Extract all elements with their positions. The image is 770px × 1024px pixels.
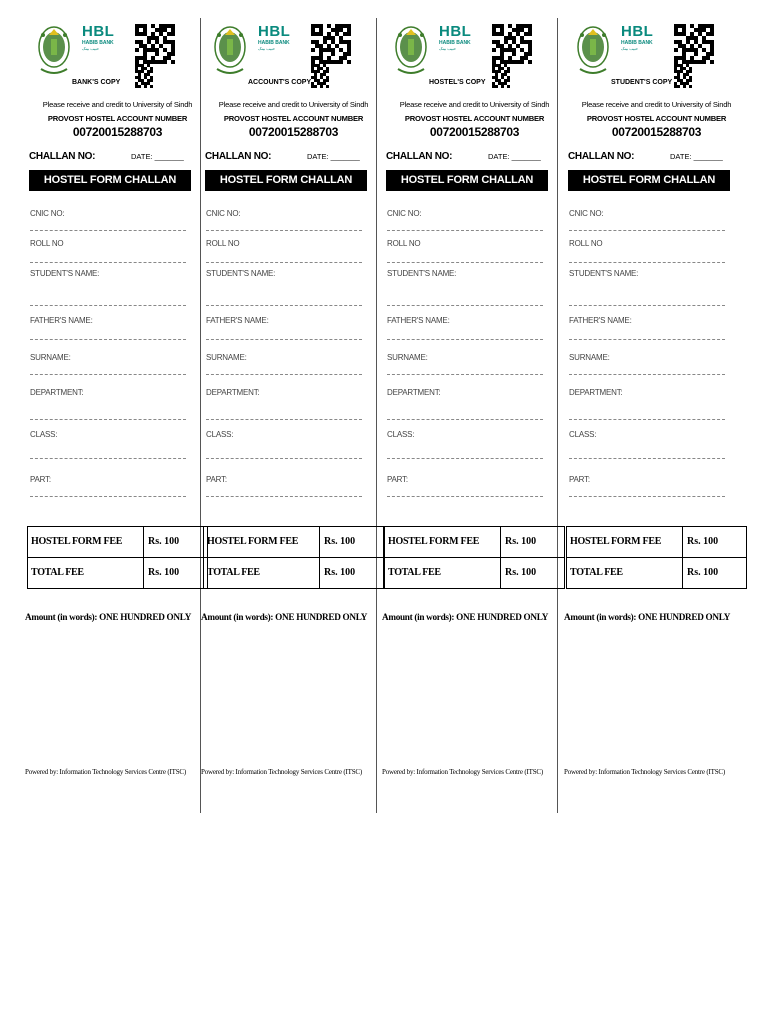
powered-by-footer: Powered by: Information Technology Services Centre (ITSC): [564, 768, 725, 776]
class-field[interactable]: [206, 458, 362, 459]
hbl-urdu-tagline: حبیب بینک: [621, 46, 639, 51]
department-field[interactable]: [206, 419, 362, 420]
part-field[interactable]: [30, 496, 186, 497]
fee-row-total: [204, 558, 383, 588]
qr-code-lower-icon: [674, 64, 692, 88]
roll-number-field[interactable]: [30, 262, 186, 263]
fee-table: [566, 526, 747, 589]
fee-row-total: [385, 558, 564, 588]
roll-number-field[interactable]: [387, 262, 543, 263]
surname-field[interactable]: [387, 374, 543, 375]
challan-header: [27, 18, 208, 90]
surname-label: SURNAME:: [206, 353, 247, 362]
date-label: DATE: _______: [488, 152, 541, 161]
class-label: CLASS:: [206, 430, 234, 439]
fee-table: [384, 526, 565, 589]
student-name-field[interactable]: [206, 305, 362, 306]
hbl-logo-text: HBL: [258, 23, 291, 40]
fee-row-total: [28, 558, 207, 588]
powered-by-footer: Powered by: Information Technology Services Centre (ITSC): [382, 768, 543, 776]
student-name-field[interactable]: [30, 305, 186, 306]
part-field[interactable]: [569, 496, 725, 497]
account-number: 00720015288703: [429, 125, 520, 139]
amount-in-words: Amount (in words): ONE HUNDRED ONLY: [564, 612, 731, 622]
roll-number-field[interactable]: [206, 262, 362, 263]
total-fee-value-cell: [143, 558, 208, 588]
roll-number-label: ROLL NO: [206, 239, 240, 248]
challan-number-label: CHALLAN NO:: [29, 151, 96, 162]
fee-value: Rs. 100: [505, 536, 537, 547]
credit-instruction: Please receive and credit to University of Sindh: [581, 100, 732, 109]
account-label: PROVOST HOSTEL ACCOUNT NUMBER: [586, 114, 727, 123]
cnic-label: CNIC NO:: [206, 209, 241, 218]
form-title: HOSTEL FORM CHALLAN: [568, 170, 730, 191]
part-label: PART:: [569, 475, 590, 484]
total-fee-value: Rs. 100: [687, 567, 719, 578]
fee-row-hostel-form: [567, 527, 746, 558]
date-label: DATE: _______: [307, 152, 360, 161]
university-seal-icon: [576, 21, 610, 81]
student-name-field[interactable]: [569, 305, 725, 306]
father-name-field[interactable]: [30, 339, 186, 340]
challan-copy-1: [27, 18, 208, 813]
qr-code-lower-icon: [311, 64, 329, 88]
fee-value: Rs. 100: [687, 536, 719, 547]
department-field[interactable]: [387, 419, 543, 420]
department-label: DEPARTMENT:: [206, 388, 260, 397]
total-fee-value-cell: [682, 558, 747, 588]
total-fee-value-cell: [500, 558, 565, 588]
department-field[interactable]: [569, 419, 725, 420]
total-fee-value-cell: [319, 558, 384, 588]
total-fee-value: Rs. 100: [505, 567, 537, 578]
surname-field[interactable]: [569, 374, 725, 375]
account-label: PROVOST HOSTEL ACCOUNT NUMBER: [223, 114, 364, 123]
account-label: PROVOST HOSTEL ACCOUNT NUMBER: [47, 114, 188, 123]
credit-instruction: Please receive and credit to University of Sindh: [42, 100, 193, 109]
class-field[interactable]: [30, 458, 186, 459]
cnic-label: CNIC NO:: [387, 209, 422, 218]
cnic-field[interactable]: [206, 230, 362, 231]
account-label: PROVOST HOSTEL ACCOUNT NUMBER: [404, 114, 545, 123]
cnic-label: CNIC NO:: [30, 209, 65, 218]
amount-in-words: Amount (in words): ONE HUNDRED ONLY: [382, 612, 549, 622]
part-label: PART:: [30, 475, 51, 484]
fee-row-hostel-form: [28, 527, 207, 558]
total-fee-value: Rs. 100: [324, 567, 356, 578]
amount-in-words: Amount (in words): ONE HUNDRED ONLY: [201, 612, 368, 622]
hbl-logo: [82, 24, 142, 52]
class-field[interactable]: [387, 458, 543, 459]
class-label: CLASS:: [387, 430, 415, 439]
account-number: 00720015288703: [72, 125, 163, 139]
challan-copy-3: [384, 18, 565, 813]
fee-value: Rs. 100: [324, 536, 356, 547]
part-field[interactable]: [387, 496, 543, 497]
roll-number-label: ROLL NO: [569, 239, 603, 248]
hbl-logo: [258, 24, 318, 52]
challan-header: [566, 18, 747, 90]
class-label: CLASS:: [569, 430, 597, 439]
surname-label: SURNAME:: [387, 353, 428, 362]
challan-number-label: CHALLAN NO:: [205, 151, 272, 162]
fee-label: HOSTEL FORM FEE: [207, 536, 299, 547]
copy-label: HOSTEL'S COPY: [429, 79, 486, 86]
fee-value-cell: [682, 527, 747, 557]
fee-table: [27, 526, 208, 589]
father-name-label: FATHER'S NAME:: [206, 316, 269, 325]
hbl-logo-text: HBL: [82, 23, 115, 40]
hbl-bank-name: HABIB BANK: [439, 40, 471, 46]
amount-in-words: Amount (in words): ONE HUNDRED ONLY: [25, 612, 192, 622]
copy-label: STUDENT'S COPY: [611, 79, 673, 86]
hbl-logo-text: HBL: [439, 23, 472, 40]
fee-value: Rs. 100: [148, 536, 180, 547]
total-fee-label: TOTAL FEE: [570, 567, 623, 578]
cnic-field[interactable]: [30, 230, 186, 231]
hbl-logo-text: HBL: [621, 23, 654, 40]
roll-number-field[interactable]: [569, 262, 725, 263]
total-fee-label: TOTAL FEE: [207, 567, 260, 578]
fee-table: [203, 526, 384, 589]
part-field[interactable]: [206, 496, 362, 497]
fee-row-total: [567, 558, 746, 588]
cnic-field[interactable]: [569, 230, 725, 231]
student-name-label: STUDENT'S NAME:: [30, 269, 100, 278]
university-seal-icon: [394, 21, 428, 81]
department-label: DEPARTMENT:: [30, 388, 84, 397]
roll-number-label: ROLL NO: [387, 239, 421, 248]
part-label: PART:: [206, 475, 227, 484]
student-name-field[interactable]: [387, 305, 543, 306]
student-name-label: STUDENT'S NAME:: [569, 269, 639, 278]
date-label: DATE: _______: [131, 152, 184, 161]
qr-code-icon: [135, 24, 175, 64]
credit-instruction: Please receive and credit to University of Sindh: [399, 100, 550, 109]
father-name-field[interactable]: [387, 339, 543, 340]
roll-number-label: ROLL NO: [30, 239, 64, 248]
total-fee-label: TOTAL FEE: [31, 567, 84, 578]
cnic-field[interactable]: [387, 230, 543, 231]
qr-code-icon: [311, 24, 351, 64]
surname-field[interactable]: [30, 374, 186, 375]
department-label: DEPARTMENT:: [569, 388, 623, 397]
powered-by-footer: Powered by: Information Technology Services Centre (ITSC): [201, 768, 362, 776]
hbl-logo: [621, 24, 681, 52]
hbl-urdu-tagline: حبیب بینک: [439, 46, 457, 51]
form-title: HOSTEL FORM CHALLAN: [29, 170, 191, 191]
fee-row-hostel-form: [385, 527, 564, 558]
fee-label: HOSTEL FORM FEE: [31, 536, 123, 547]
class-field[interactable]: [569, 458, 725, 459]
total-fee-label: TOTAL FEE: [388, 567, 441, 578]
part-label: PART:: [387, 475, 408, 484]
fee-label: HOSTEL FORM FEE: [570, 536, 662, 547]
account-number: 00720015288703: [248, 125, 339, 139]
challan-copy-2: [203, 18, 384, 813]
qr-code-lower-icon: [135, 64, 153, 88]
university-seal-icon: [37, 21, 71, 81]
qr-code-lower-icon: [492, 64, 510, 88]
date-label: DATE: _______: [670, 152, 723, 161]
fee-value-cell: [143, 527, 208, 557]
surname-label: SURNAME:: [30, 353, 71, 362]
fee-label: HOSTEL FORM FEE: [388, 536, 480, 547]
student-name-label: STUDENT'S NAME:: [387, 269, 457, 278]
challan-copy-4: [566, 18, 747, 813]
total-fee-value: Rs. 100: [148, 567, 180, 578]
fee-value-cell: [319, 527, 384, 557]
powered-by-footer: Powered by: Information Technology Services Centre (ITSC): [25, 768, 186, 776]
copy-label: BANK'S COPY: [72, 79, 121, 86]
hbl-urdu-tagline: حبیب بینک: [258, 46, 276, 51]
surname-label: SURNAME:: [569, 353, 610, 362]
hbl-logo: [439, 24, 499, 52]
challan-header: [384, 18, 565, 90]
father-name-field[interactable]: [569, 339, 725, 340]
copy-label: ACCOUNT'S COPY: [248, 79, 312, 86]
student-name-label: STUDENT'S NAME:: [206, 269, 276, 278]
hbl-bank-name: HABIB BANK: [82, 40, 114, 46]
challan-header: [203, 18, 384, 90]
fee-row-hostel-form: [204, 527, 383, 558]
hbl-urdu-tagline: حبیب بینک: [82, 46, 100, 51]
credit-instruction: Please receive and credit to University of Sindh: [218, 100, 369, 109]
challan-number-label: CHALLAN NO:: [568, 151, 635, 162]
hbl-bank-name: HABIB BANK: [258, 40, 290, 46]
cnic-label: CNIC NO:: [569, 209, 604, 218]
department-label: DEPARTMENT:: [387, 388, 441, 397]
father-name-label: FATHER'S NAME:: [569, 316, 632, 325]
fee-value-cell: [500, 527, 565, 557]
surname-field[interactable]: [206, 374, 362, 375]
father-name-label: FATHER'S NAME:: [387, 316, 450, 325]
form-title: HOSTEL FORM CHALLAN: [386, 170, 548, 191]
department-field[interactable]: [30, 419, 186, 420]
class-label: CLASS:: [30, 430, 58, 439]
qr-code-icon: [492, 24, 532, 64]
father-name-label: FATHER'S NAME:: [30, 316, 93, 325]
qr-code-icon: [674, 24, 714, 64]
father-name-field[interactable]: [206, 339, 362, 340]
challan-number-label: CHALLAN NO:: [386, 151, 453, 162]
university-seal-icon: [213, 21, 247, 81]
form-title: HOSTEL FORM CHALLAN: [205, 170, 367, 191]
account-number: 00720015288703: [611, 125, 702, 139]
hbl-bank-name: HABIB BANK: [621, 40, 653, 46]
